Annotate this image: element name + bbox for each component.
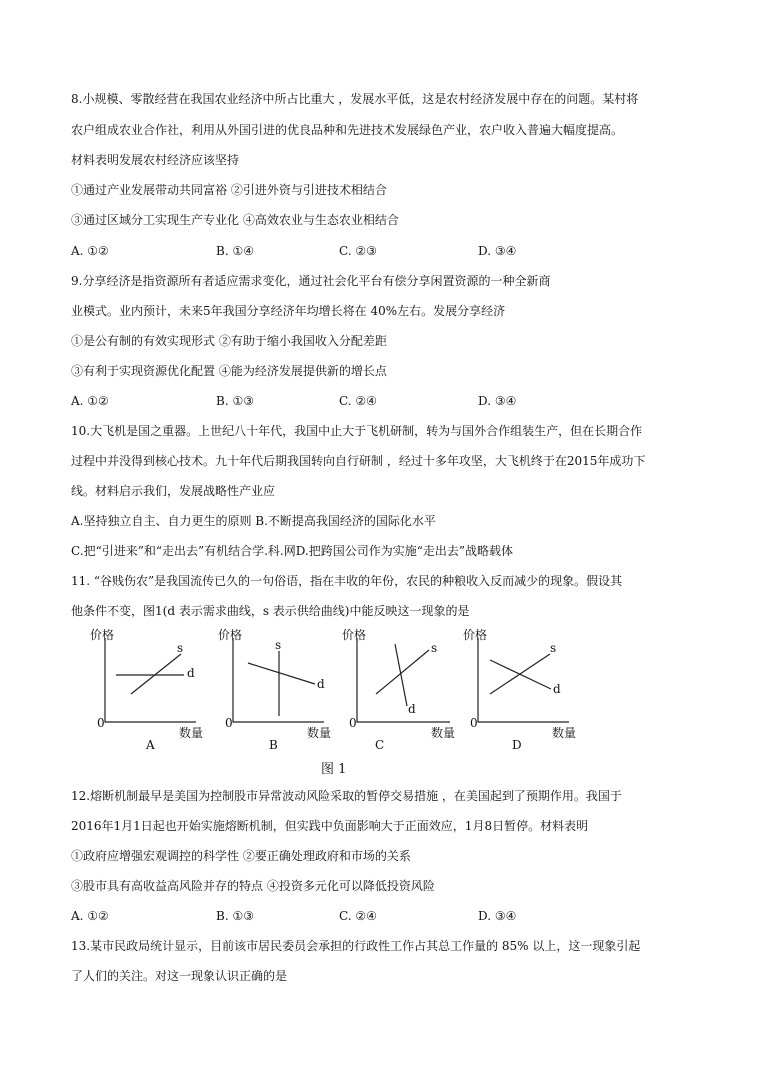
graph-a-s-label: s	[177, 641, 184, 655]
figure-caption: 图 1	[321, 762, 347, 777]
q8-option-c: C. ②③	[339, 244, 377, 258]
q9-option-c: C. ②④	[339, 394, 377, 408]
q8-line4: ①通过产业发展带动共同富裕 ②引进外资与引进技术相结合	[71, 183, 387, 197]
q8-option-d: D. ③④	[478, 244, 517, 258]
graph-d-xlabel: 数量	[552, 726, 577, 740]
q12-option-d: D. ③④	[478, 909, 517, 923]
q13-line2: 了人们的关注。对这一现象认识正确的是	[71, 969, 288, 983]
q9-option-d: D. ③④	[478, 394, 517, 408]
graph-b-xlabel: 数量	[307, 726, 332, 740]
graph-c-ylabel: 价格	[342, 628, 367, 642]
graph-c-supply-line	[376, 650, 429, 694]
graph-a-xlabel: 数量	[179, 726, 204, 740]
graph-d-demand-line	[490, 660, 551, 689]
q12-line2: 2016年1月1日起也开始实施熔断机制，但实践中负面影响大于正面效应，1月8日暂停。材料表明	[71, 819, 589, 833]
graph-c-s-label: s	[431, 641, 438, 655]
q8-line5: ③通过区域分工实现生产专业化 ④高效农业与生态农业相结合	[71, 213, 399, 227]
graph-c-panel-label: C	[375, 738, 385, 752]
graph-b-svg	[214, 624, 354, 752]
q8-line2: 农户组成农业合作社，利用从外国引进的优良品种和先进技术发展绿色产业，农户收入普遍大幅度提高。	[71, 123, 624, 137]
graph-a-panel-label: A	[146, 738, 155, 752]
graph-a-origin: 0	[97, 716, 105, 730]
q8-option-a: A. ①②	[71, 244, 109, 258]
q11-line1: 11. “谷贱伤农”是我国流传已久的一句俗语，指在丰收的年份，农民的种粮收入反而减少的现象。假设其	[71, 574, 623, 588]
q12-line3: ①政府应增强宏观调控的科学性 ②要正确处理政府和市场的关系	[71, 849, 411, 863]
q12-line4: ③股市具有高收益高风险并存的特点 ④投资多元化可以降低投资风险	[71, 879, 435, 893]
q10-line3: 线。材料启示我们，发展战略性产业应	[71, 484, 276, 498]
graph-a-ylabel: 价格	[90, 628, 115, 642]
graph-d-origin: 0	[470, 716, 478, 730]
q9-line2: 业模式。业内预计，未来5年我国分享经济年均增长将在 40%左右。发展分享经济	[71, 304, 506, 318]
graph-d-d-label: d	[553, 682, 561, 696]
graph-b-s-label: s	[275, 638, 282, 652]
graph-b-origin: 0	[225, 716, 233, 730]
graph-b-ylabel: 价格	[218, 628, 243, 642]
q10-line2: 过程中并没得到核心技术。九十年代后期我国转向自行研制 ，经过十多年攻坚，大飞机终于在2015年成功下	[71, 454, 646, 468]
q8-option-b: B. ①④	[216, 244, 254, 258]
q10-option-cd: C.把“引进来”和“走出去”有机结合学.科.网D.把跨国公司作为实施“走出去”战略载体	[71, 544, 514, 558]
q8-line3: 材料表明发展农村经济应该坚持	[71, 153, 240, 167]
q12-option-c: C. ②④	[339, 909, 377, 923]
graph-a-d-label: d	[187, 666, 195, 680]
q11-line2: 他条件不变，图1(d 表示需求曲线，s 表示供给曲线)中能反映这一现象的是	[71, 604, 470, 618]
q12-option-a: A. ①②	[71, 909, 109, 923]
graph-c-xlabel: 数量	[431, 726, 456, 740]
graph-c-d-label: d	[408, 702, 416, 716]
q12-option-b: B. ①③	[216, 909, 254, 923]
graph-a-supply-line	[131, 654, 181, 694]
graph-c-origin: 0	[349, 716, 357, 730]
graph-d-panel-label: D	[512, 738, 522, 752]
graph-d-ylabel: 价格	[463, 628, 488, 642]
graph-b-panel-label: B	[269, 738, 278, 752]
graph-a	[84, 624, 224, 756]
graph-b-d-label: d	[317, 677, 325, 691]
q9-line3: ①是公有制的有效实现形式 ②有助于缩小我国收入分配差距	[71, 334, 387, 348]
graph-d-supply-line	[490, 654, 550, 694]
q10-option-ab: A.坚持独立自主、自力更生的原则 B.不断提高我国经济的国际化水平	[71, 514, 436, 528]
q9-line4: ③有利于实现资源优化配置 ④能为经济发展提供新的增长点	[71, 364, 387, 378]
q9-option-b: B. ①③	[216, 394, 254, 408]
q13-line1: 13.某市民政局统计显示，目前该市居民委员会承担的行政性工作占其总工作量的 85% 以上，这一现象引起	[71, 939, 641, 953]
q8-line1: 8.小规模、零散经营在我国农业经济中所占比重大 ，发展水平低，这是农村经济发展中存在的问题。某村将	[71, 92, 639, 106]
graph-c-demand-line	[395, 644, 407, 706]
q12-line1: 12.熔断机制最早是美国为控制股市异常波动风险采取的暂停交易措施 ，在美国起到了预期作用。我国于	[71, 789, 622, 803]
q9-option-a: A. ①②	[71, 394, 109, 408]
q10-line1: 10.大飞机是国之重器。上世纪八十年代，我国中止大于飞机研制，转为与国外合作组装生产，但在长期合作	[71, 424, 643, 438]
graph-d-s-label: s	[550, 641, 557, 655]
graph-b	[214, 624, 354, 756]
graph-b-demand-line	[248, 663, 315, 684]
q9-line1: 9.分享经济是指资源所有者适应需求变化，通过社会化平台有偿分享闲置资源的一种全新商	[71, 274, 551, 288]
graph-d	[457, 624, 597, 756]
